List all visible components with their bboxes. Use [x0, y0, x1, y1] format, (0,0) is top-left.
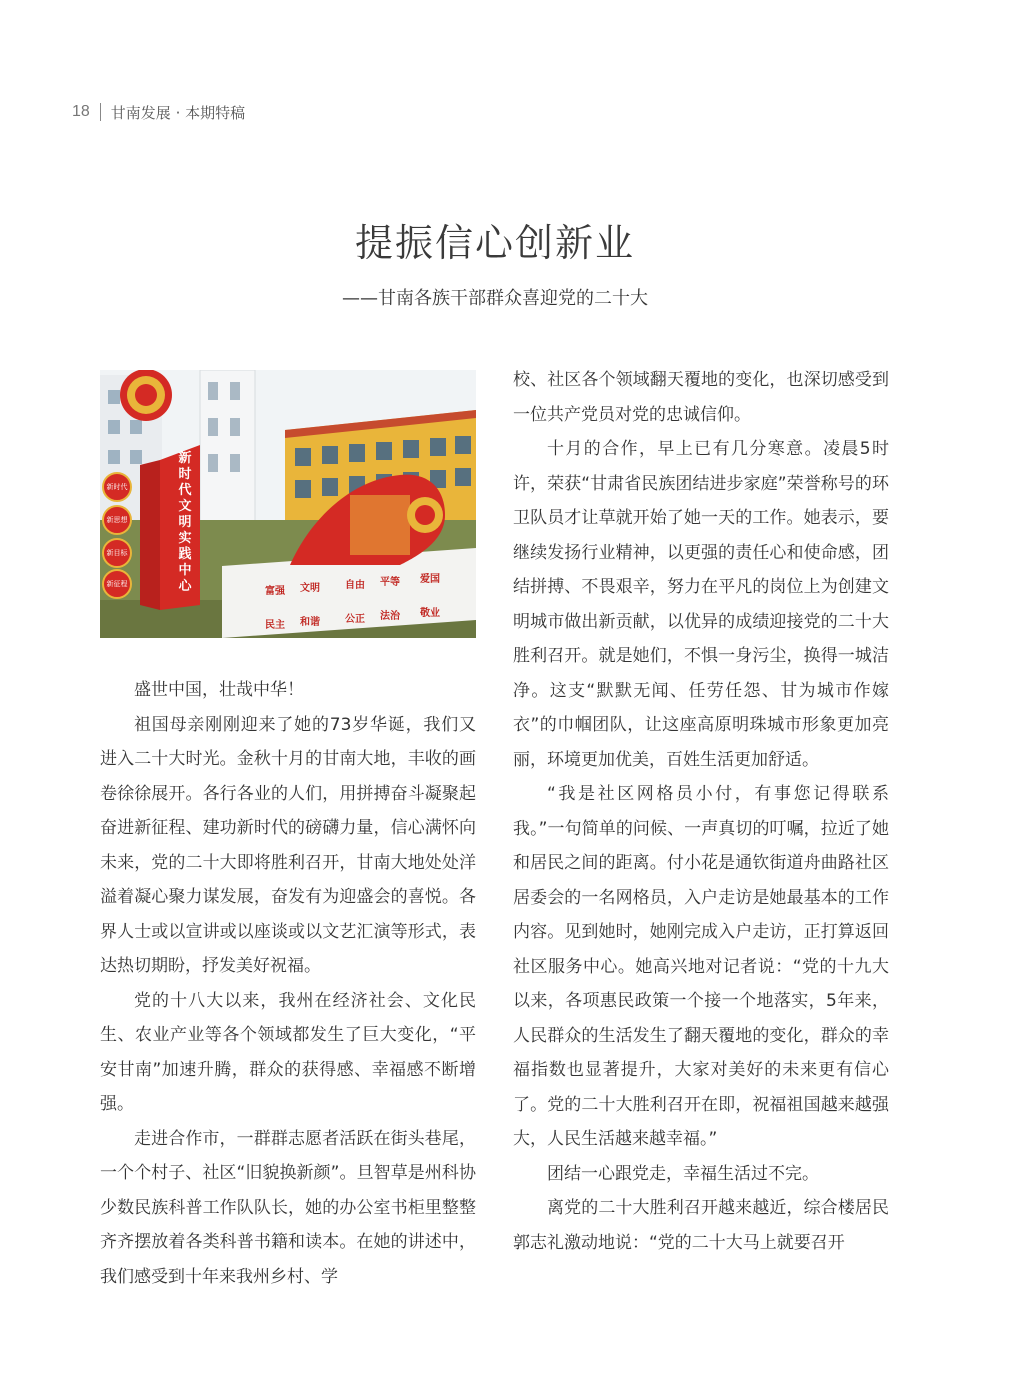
paragraph: 祖国母亲刚刚迎来了她的73岁华诞，我们又进入二十大时光。金秋十月的甘南大地，丰收的画卷徐徐展开。各行各业的人们，用拼搏奋斗凝聚起奋进新征程、建功新时代的磅礴力量，信心满怀向未来，党的二十大即将胜利召开，甘南大地处处洋溢着凝心聚力谋发展，奋发有为迎盛会的喜悦。各界人士或以宣讲或以座谈或以文艺汇演等形式，表达热切期盼，抒发美好祝福。 [100, 714, 476, 976]
svg-text:文明: 文明 [300, 583, 320, 594]
svg-text:中: 中 [178, 563, 192, 578]
svg-text:文: 文 [178, 499, 192, 514]
svg-text:心: 心 [178, 579, 192, 594]
right-column [513, 363, 889, 1260]
paragraph: “我是社区网格员小付，有事您记得联系我。”一句简单的问候、一声真切的叮嘱，拉近了她和居民之间的距离。付小花是通钦街道舟曲路社区居委会的一名网格员，入户走访是她最基本的工作内容。见到她时，她刚完成入户走访，正打算返回社区服务中心。她高兴地对记者说：“党的十九大以来，各项惠民政策一个接一个地落实，5年来，人民群众的生活发生了翻天覆地的变化，群众的幸福指数也显著提升，大家对美好的未来更有信心了。党的二十大胜利召开在即，祝福祖国越来越强大，人民生活越来越幸福。” [513, 784, 889, 1149]
svg-text:和谐: 和谐 [300, 617, 320, 628]
svg-text:时: 时 [178, 467, 192, 482]
svg-text:平等: 平等 [380, 577, 400, 588]
page-header [72, 100, 245, 124]
paragraph-continuation: 校、社区各个领域翻天覆地的变化，也深切感受到一位共产党员对党的忠诚信仰。 [513, 370, 889, 425]
svg-text:富强: 富强 [265, 586, 285, 597]
paragraph: 十月的合作，早上已有几分寒意。凌晨5时许，荣获“甘肃省民族团结进步家庭”荣誉称号的环卫队员才让草就开始了她一天的工作。她表示，要继续发扬行业精神，以更强的责任心和使命感，团结拼搏、不畏艰辛，努力在平凡的岗位上为创建文明城市做出新贡献，以优异的成绩迎接党的二十大胜利召开。就是她们，不惧一身污尘，换得一城洁净。这支“默默无闻、任劳任怨、甘为城市作嫁衣”的巾帼团队，让这座高原明珠城市形象更加亮丽，环境更加优美，百姓生活更加舒适。 [513, 439, 889, 770]
left-column [100, 673, 476, 1294]
svg-text:敬业: 敬业 [420, 608, 440, 619]
svg-text:实: 实 [178, 531, 192, 546]
svg-text:明: 明 [178, 515, 192, 530]
header-divider [100, 103, 101, 121]
svg-text:法治: 法治 [380, 611, 400, 622]
section-label: 甘南发展 · 本期特稿 [110, 103, 246, 122]
page-number: 18 [72, 103, 90, 120]
slogan-4: 新征程 [106, 580, 128, 588]
svg-text:爱国: 爱国 [420, 574, 440, 585]
slogan-2: 新思想 [106, 516, 128, 524]
svg-text:新: 新 [178, 451, 192, 466]
paragraph: 团结一心跟党走，幸福生活过不完。 [547, 1163, 819, 1184]
svg-text:践: 践 [178, 547, 192, 562]
slogan-3: 新目标 [106, 549, 128, 557]
article-subtitle: ——甘南各族干部群众喜迎党的二十大 [342, 288, 648, 309]
paragraph: 盛世中国，壮哉中华！ [134, 680, 304, 700]
slogan-1: 新时代 [106, 483, 128, 491]
article-title: 提振信心创新业 [354, 221, 635, 265]
paragraph: 党的十八大以来，我州在经济社会、文化民生、农业产业等各个领域都发生了巨大变化，“平安甘南”加速升腾，群众的获得感、幸福感不断增强。 [100, 990, 476, 1114]
svg-text:自由: 自由 [345, 580, 365, 591]
article-photo [100, 370, 476, 638]
svg-text:民主: 民主 [265, 620, 285, 631]
svg-text:公正: 公正 [345, 614, 365, 625]
paragraph: 走进合作市，一群群志愿者活跃在街头巷尾，一个个村子、社区“旧貌换新颜”。旦智草是州科协少数民族科普工作队队长，她的办公室书柜里整整齐齐摆放着各类科普书籍和读本。在她的讲述中，我们感受到十年来我州乡村、学 [100, 1128, 476, 1287]
svg-text:代: 代 [178, 483, 192, 498]
paragraph: 离党的二十大胜利召开越来越近，综合楼居民郭志礼激动地说：“党的二十大马上就要召开 [513, 1198, 889, 1253]
